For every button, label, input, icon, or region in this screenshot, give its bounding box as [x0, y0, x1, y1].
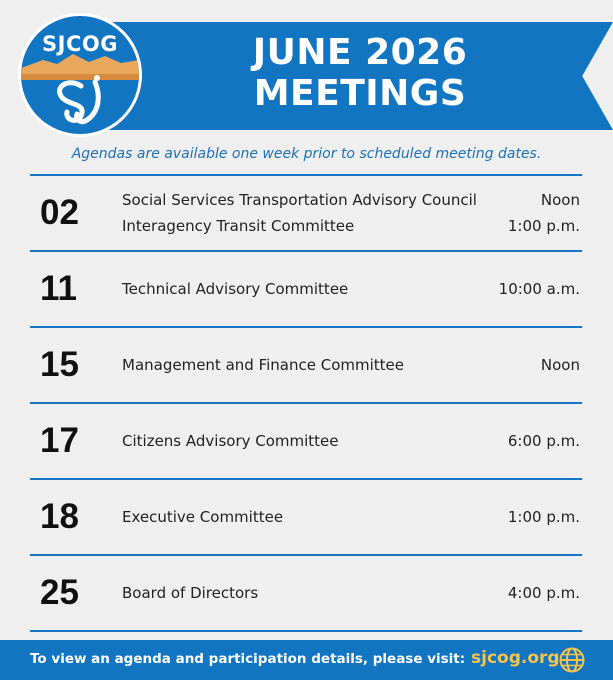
meeting-events: [122, 252, 580, 326]
meeting-day: 02: [40, 193, 79, 232]
divider: [30, 630, 582, 632]
meeting-row-02: [30, 176, 582, 250]
agenda-notice: Agendas are available one week prior to scheduled meeting dates.: [71, 146, 542, 162]
meeting-event: [122, 580, 580, 606]
event-time: 1:00 p.m.: [507, 217, 580, 235]
meeting-events: [122, 328, 580, 402]
event-time: Noon: [540, 191, 580, 209]
meeting-event: [122, 428, 580, 454]
globe-icon: [559, 647, 585, 673]
website-link[interactable]: sjcog.org: [471, 648, 560, 668]
meeting-events: [122, 404, 580, 478]
meeting-day: 11: [40, 269, 77, 308]
event-name: Social Services Transportation Advisory Council: [122, 191, 477, 209]
event-time: 10:00 a.m.: [498, 280, 580, 298]
meeting-event: [122, 276, 580, 302]
meeting-list: [30, 174, 582, 632]
footer-bar: [0, 640, 613, 680]
event-time: 6:00 p.m.: [507, 432, 580, 450]
title-line-month: JUNE 2026: [252, 32, 468, 73]
meeting-day: 15: [40, 345, 79, 384]
meeting-event: [122, 352, 580, 378]
title-line-meetings: MEETINGS: [253, 73, 467, 114]
meeting-day: 17: [40, 421, 79, 460]
page-title: [150, 32, 570, 114]
event-time: 4:00 p.m.: [507, 584, 580, 602]
logo-text: SJCOG: [42, 32, 118, 56]
footer-text: To view an agenda and participation details, please visit:: [30, 651, 466, 667]
meeting-event: [122, 213, 580, 239]
event-name: Management and Finance Committee: [122, 356, 404, 374]
meeting-row-25: [30, 556, 582, 630]
event-name: Citizens Advisory Committee: [122, 432, 339, 450]
meeting-row-18: [30, 480, 582, 554]
meeting-row-15: [30, 328, 582, 402]
event-name: Executive Committee: [122, 508, 284, 526]
event-time: 1:00 p.m.: [507, 508, 580, 526]
meeting-row-17: [30, 404, 582, 478]
meeting-day: 18: [40, 497, 79, 536]
meeting-day: 25: [40, 573, 79, 612]
meeting-events: [122, 176, 580, 250]
event-time: Noon: [540, 356, 580, 374]
meeting-events: [122, 480, 580, 554]
event-name: Technical Advisory Committee: [122, 280, 349, 298]
event-name: Interagency Transit Committee: [122, 217, 355, 235]
sjcog-logo-icon: [18, 13, 142, 137]
meeting-events: [122, 556, 580, 630]
meeting-event: [122, 187, 580, 213]
meeting-event: [122, 504, 580, 530]
meeting-row-11: [30, 252, 582, 326]
event-name: Board of Directors: [122, 584, 259, 602]
